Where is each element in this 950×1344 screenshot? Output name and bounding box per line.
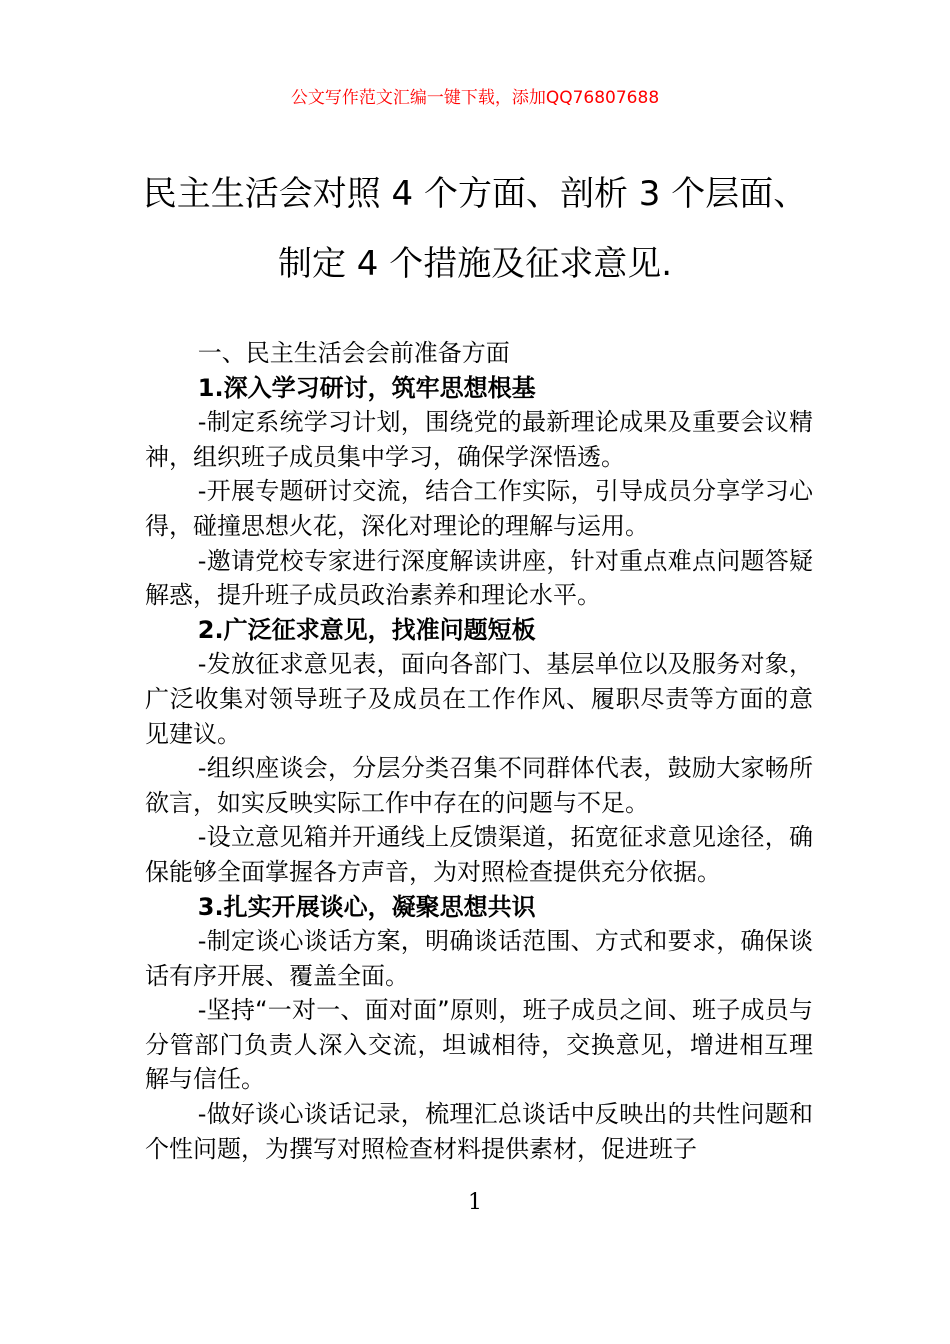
subsection-heading: 1.深入学习研讨，筑牢思想根基	[197, 373, 536, 402]
body-paragraph: -组织座谈会，分层分类召集不同群体代表，鼓励大家畅所欲言，如实反映实际工作中存在的问题与不足。	[145, 754, 813, 817]
body-paragraph: -制定谈心谈话方案，明确谈话范围、方式和要求，确保谈话有序开展、覆盖全面。	[145, 927, 813, 990]
page-number: 1	[468, 1190, 482, 1215]
document-title-line-2: 制定 4 个措施及征求意见.	[277, 244, 673, 284]
subsection-heading: 3.扎实开展谈心，凝聚思想共识	[197, 892, 536, 921]
document-title-line-1: 民主生活会对照 4 个方面、剖析 3 个层面、	[142, 174, 808, 214]
section-heading: 一、民主生活会会前准备方面	[197, 339, 510, 367]
body-paragraph: -设立意见箱并开通线上反馈渠道，拓宽征求意见途径，确保能够全面掌握各方声音，为对照检查提供充分依据。	[145, 823, 813, 886]
document-body	[145, 336, 813, 1166]
download-ad-banner: 公文写作范文汇编一键下载，添加QQ76807688	[290, 88, 660, 108]
body-paragraph: -发放征求意见表，面向各部门、基层单位以及服务对象，广泛收集对领导班子及成员在工作作风、履职尽责等方面的意见建议。	[145, 650, 813, 748]
body-paragraph: -制定系统学习计划，围绕党的最新理论成果及重要会议精神，组织班子成员集中学习，确保学深悟透。	[145, 408, 813, 471]
body-paragraph: -邀请党校专家进行深度解读讲座，针对重点难点问题答疑解惑，提升班子成员政治素养和理论水平。	[145, 546, 813, 610]
body-paragraph: -坚持“一对一、面对面”原则，班子成员之间、班子成员与分管部门负责人深入交流，坦诚相待，交换意见，增进相互理解与信任。	[145, 996, 813, 1094]
body-paragraph: -开展专题研讨交流，结合工作实际，引导成员分享学习心得，碰撞思想火花，深化对理论的理解与运用。	[145, 477, 813, 540]
body-paragraph: -做好谈心谈话记录，梳理汇总谈话中反映出的共性问题和个性问题，为撰写对照检查材料提供素材，促进班子	[145, 1100, 813, 1163]
subsection-heading: 2.广泛征求意见，找准问题短板	[197, 615, 536, 644]
